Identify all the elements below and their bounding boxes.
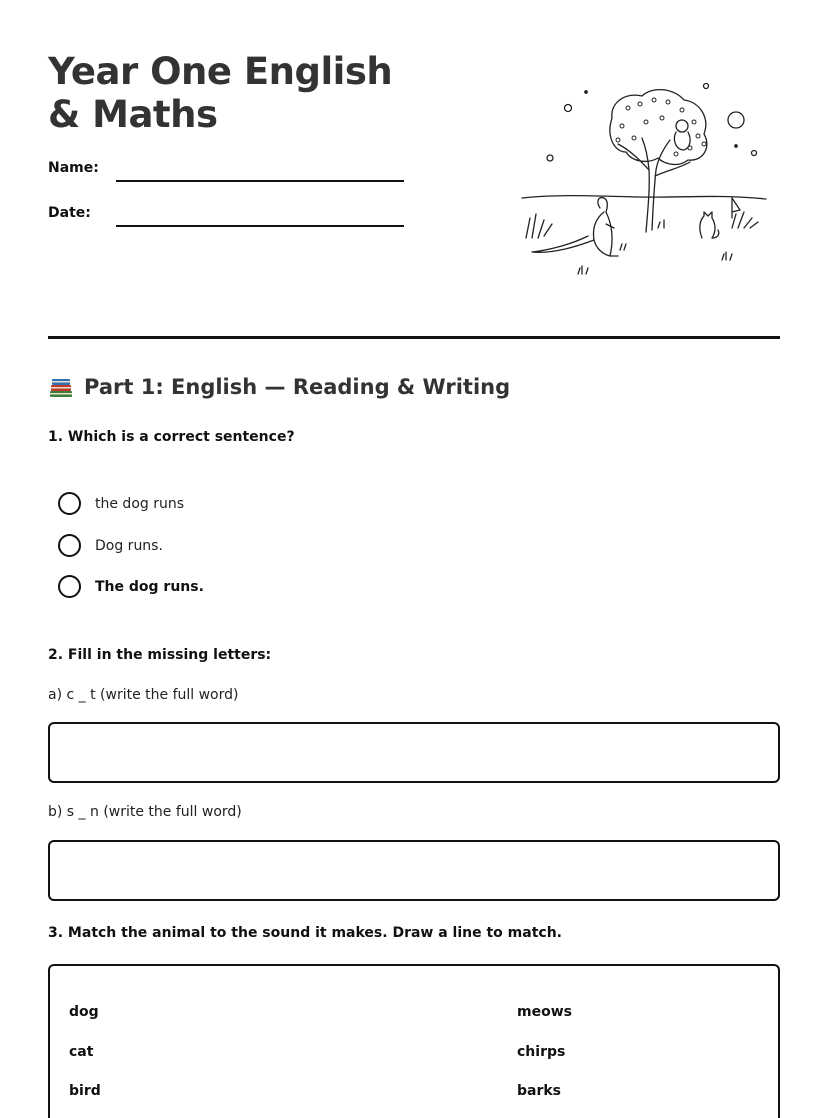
name-label: Name: <box>48 160 99 176</box>
question-2: 2. Fill in the missing letters: <box>48 647 272 663</box>
date-field[interactable] <box>116 225 404 227</box>
q1-option-3[interactable] <box>58 575 204 598</box>
name-field[interactable] <box>116 180 404 182</box>
sound-chirps[interactable]: chirps <box>517 1044 566 1060</box>
animal-dog[interactable]: dog <box>69 1004 99 1020</box>
outback-illustration <box>518 78 770 282</box>
radio-button[interactable] <box>58 534 81 557</box>
date-label: Date: <box>48 205 91 221</box>
q1-option-1[interactable] <box>58 492 184 515</box>
sound-meows[interactable]: meows <box>517 1004 572 1020</box>
q1-option-2[interactable] <box>58 534 163 557</box>
match-box[interactable] <box>48 964 780 1118</box>
books-icon <box>48 374 74 400</box>
animal-bird[interactable]: bird <box>69 1083 101 1099</box>
q2-b-answer-box[interactable] <box>48 840 780 901</box>
option-label: the dog runs <box>95 495 185 512</box>
radio-button[interactable] <box>58 575 81 598</box>
section-divider <box>48 336 780 339</box>
worksheet-title: Year One English & Maths <box>48 50 393 136</box>
sound-barks[interactable]: barks <box>517 1083 562 1099</box>
radio-button[interactable] <box>58 492 81 515</box>
q2-a-answer-box[interactable] <box>48 722 780 783</box>
part1-heading <box>48 374 510 400</box>
question-1: 1. Which is a correct sentence? <box>48 429 295 445</box>
option-label: Dog runs. <box>95 537 163 554</box>
question-3: 3. Match the animal to the sound it makes. Draw a line to match. <box>48 925 562 941</box>
q2-b-label: b) s _ n (write the full word) <box>48 804 242 820</box>
option-label: The dog runs. <box>95 578 204 595</box>
part1-title: Part 1: English — Reading & Writing <box>84 375 511 399</box>
animal-cat[interactable]: cat <box>69 1044 94 1060</box>
q2-a-label: a) c _ t (write the full word) <box>48 687 239 703</box>
